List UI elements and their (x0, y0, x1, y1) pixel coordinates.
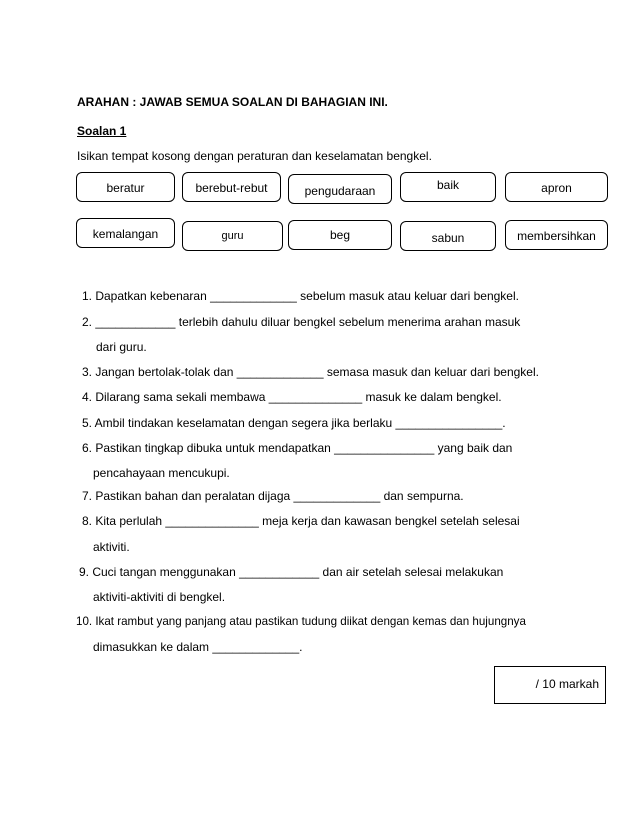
word-box-guru (182, 221, 283, 251)
word-box-membersihkan (505, 220, 608, 250)
word-label: sabun (431, 231, 465, 245)
word-label: membersihkan (517, 229, 596, 243)
word-label: kemalangan (92, 227, 159, 241)
word-label: apron (541, 181, 572, 195)
word-box-beg (288, 220, 392, 250)
question-line: aktiviti-aktiviti di bengkel. (93, 590, 226, 604)
question-line: 2. ____________ terlebih dahulu diluar bengkel sebelum menerima arahan masuk (82, 315, 521, 329)
question-line: dimasukkan ke dalam _____________. (93, 640, 303, 654)
word-label: guru (221, 230, 244, 242)
question-line: 8. Kita perlulah ______________ meja kerja dan kawasan bengkel setelah selesai (82, 514, 520, 528)
word-label: berebut-rebut (195, 181, 268, 195)
question-line: 6. Pastikan tingkap dibuka untuk mendapatkan _______________ yang baik dan (82, 441, 513, 455)
word-box-pengudaraan (288, 174, 392, 204)
section-description: Isikan tempat kosong dengan peraturan dan keselamatan bengkel. (77, 149, 432, 163)
question-line: dari guru. (96, 340, 147, 354)
word-label: pengudaraan (304, 184, 376, 198)
section-title: Soalan 1 (77, 124, 127, 138)
word-box-berebut-rebut (182, 172, 281, 202)
question-line: pencahayaan mencukupi. (93, 466, 230, 480)
word-label: beg (329, 228, 351, 242)
question-line: 7. Pastikan bahan dan peralatan dijaga _____________ dan sempurna. (82, 489, 464, 503)
word-label: beratur (106, 181, 145, 195)
question-line: aktiviti. (93, 540, 130, 554)
word-box-sabun (400, 221, 496, 251)
marks-box (494, 666, 606, 704)
question-line: 1. Dapatkan kebenaran _____________ sebelum masuk atau keluar dari bengkel. (82, 289, 519, 303)
question-line: 10. Ikat rambut yang panjang atau pastikan tudung diikat dengan kemas dan hujungnya (76, 615, 526, 628)
marks-label: / 10 markah (535, 677, 599, 691)
question-line: 4. Dilarang sama sekali membawa ______________ masuk ke dalam bengkel. (82, 390, 502, 404)
word-box-beratur (76, 172, 175, 202)
question-line: 9. Cuci tangan menggunakan ____________ dan air setelah selesai melakukan (79, 565, 504, 579)
instruction-heading: ARAHAN : JAWAB SEMUA SOALAN DI BAHAGIAN INI. (77, 95, 388, 109)
word-label: baik (436, 178, 459, 192)
question-line: 5. Ambil tindakan keselamatan dengan segera jika berlaku ________________. (82, 416, 506, 430)
word-box-baik (400, 172, 496, 202)
word-box-kemalangan (76, 218, 175, 248)
question-line: 3. Jangan bertolak-tolak dan _____________ semasa masuk dan keluar dari bengkel. (82, 365, 539, 379)
word-box-apron (505, 172, 608, 202)
